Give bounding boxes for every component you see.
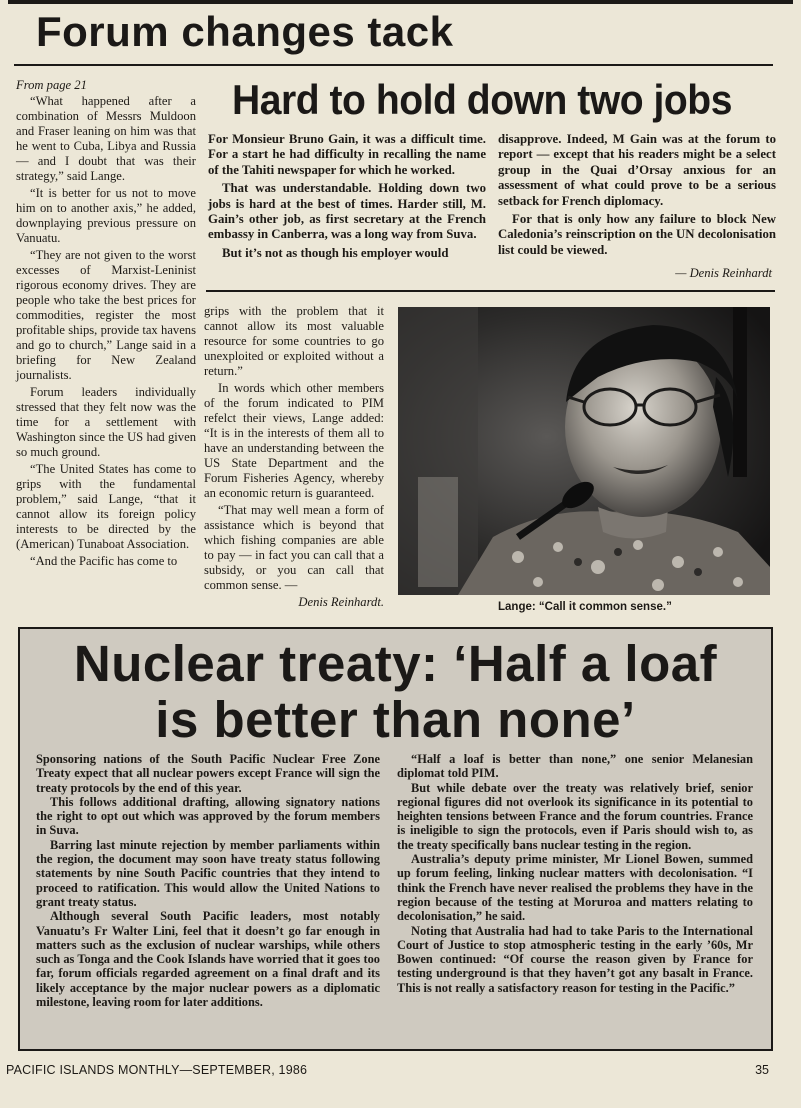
paragraph: In words which other members of the forum indicated to PIM refelct their views, Lange added: “It is in the interests of them all to have an understanding between the US State Department and the Forum Fisheries Agency, whereby an economic return is guaranteed. — [204, 381, 384, 500]
left-column — [16, 78, 196, 571]
paragraph: This follows additional drafting, allowing signatory nations the right to opt out which was approved by the forum members in Suva. — [36, 794, 380, 838]
middle-column — [204, 304, 384, 610]
paragraph: For Monsieur Bruno Gain, it was a difficult time. For a start he had difficulty in recalling the name of the Tahiti newspaper for which he worked. — [208, 132, 486, 177]
paragraph: Although several South Pacific leaders, most notably Vanuatu’s Fr Walter Lini, feel that it doesn’t go far enough in matters such as the exclusion of nuclear warships, while others such as Tonga and the Cook Islands have worried that it goes too far, forum officials regarded agreement on a final draft and its likely acceptance by the major nuclear powers as a diplomatic milestone, leaving room for later additions. — [36, 909, 380, 1010]
nuclear-treaty-box — [18, 627, 773, 1051]
sidebar-headline: Hard to hold down two jobs — [232, 76, 732, 123]
paragraph: disapprove. Indeed, M Gain was at the forum to report — except that his readers might be a select group in the Quai d’Orsay anxious for an assessment of what could prove to be a serious setback for French diplomacy. — [498, 132, 776, 208]
paragraph: “It is better for us not to move him on to another axis,” he added, downplaying previous pressure on Vanuatu. — [16, 186, 196, 245]
paragraph: “They are not given to the worst excesses of Marxist-Leninist rigorous economy drives. They are people who take the best prices for commodities, register the most profitable ships, provide tax havens and go to church,” Lange said in a briefing for New Zealand journalists. — [16, 248, 196, 382]
paragraph: Sponsoring nations of the South Pacific Nuclear Free Zone Treaty expect that all nuclear powers except France will sign the treaty protocols by the end of this year. — [36, 752, 380, 795]
paragraph: Noting that Australia had had to take Paris to the International Court of Justice to stop atmospheric testing in the early ’60s, Mr Bowen continued: “Of course the reason given by France for testing underground is that they haven’t got any basalt in France. This is not really a satisfactory reason for testing in the Pacific.” — [397, 923, 753, 995]
paragraph: Barring last minute rejection by member parliaments within the region, the document may soon have treaty status following statements by nine South Pacific countries that they intend to proceed to ratification. This would allow the United Nations to grant treaty status. — [36, 837, 380, 909]
middle-byline: Denis Reinhardt. — [298, 595, 384, 609]
paragraph: But while debate over the treaty was relatively brief, senior regional figures did not overlook its significance in its potential to heighten tensions between France and the forum countries. France is ineligible to sign the protocols, even if Paris should wish to, as the treaty specifically bans nuclear testing in the region. — [397, 780, 753, 852]
nuclear-headline-line2: is better than none’ — [155, 691, 636, 748]
headline-rule — [14, 64, 773, 66]
lange-photo — [398, 307, 770, 595]
continuation-note: From page 21 — [16, 78, 87, 92]
paragraph: But it’s not as though his employer would — [222, 245, 449, 260]
photo-caption: Lange: “Call it common sense.” — [498, 601, 672, 613]
sidebar-column-1 — [208, 132, 486, 264]
paragraph: “That may well mean a form of assistance which is beyond that which fishing companies are able to pay — in fact you can call that a subsidy, or you can call that common sense. — — [204, 503, 384, 592]
paragraph: “Half a loaf is better than none,” one senior Melanesian diplomat told PIM. — [397, 752, 753, 781]
publication-footer: PACIFIC ISLANDS MONTHLY—SEPTEMBER, 1986 — [6, 1063, 308, 1077]
sidebar-rule — [206, 290, 775, 292]
paragraph: “And the Pacific has come to — [30, 554, 178, 568]
paragraph: “What happened after a combination of Messrs Muldoon and Fraser leaning on him was that he went to Cuba, Libya and Russia — and I doubt that was their strategy,” said Lange. — [16, 94, 196, 183]
nuclear-column-1 — [36, 752, 380, 1009]
sidebar-byline: — Denis Reinhardt — [675, 266, 772, 280]
paragraph: For that is only how any failure to block New Caledonia’s reinscription on the UN decolonisation list could be viewed. — [498, 212, 776, 257]
sidebar-column-2 — [498, 132, 776, 261]
paragraph: grips with the problem that it cannot allow its most valuable resource for some countries to go unexploited or exploited without a return.” — [204, 304, 384, 378]
paragraph: Forum leaders individually stressed that they felt now was the time for a settlement with Washington since the US had given so much ground. — [16, 385, 196, 459]
photo-illustration — [398, 307, 770, 595]
nuclear-column-2 — [397, 752, 753, 995]
main-headline: Forum changes tack — [36, 8, 454, 55]
top-rule — [8, 0, 793, 4]
nuclear-headline-line1: Nuclear treaty: ‘Half a loaf — [73, 635, 718, 692]
paragraph: “The United States has come to grips with the fundamental problem,” said Lange, “that it cannot allow its foreign policy interests to be directed by the (American) Tunaboat Association. — [16, 462, 196, 551]
page-number: 35 — [755, 1063, 769, 1077]
nuclear-headline — [20, 636, 771, 748]
paragraph: Australia’s deputy prime minister, Mr Lionel Bowen, summed up forum feeling, linking nuclear matters with decolonisation. “I think the French have never realised the problems they have in the region because of the testing at Moruroa and matters relating to decolonisation,” he said. — [397, 852, 753, 924]
paragraph: That was understandable. Holding down two jobs is hard at the best of times. Harder still, M. Gain’s other job, as first secretary at the French embassy in Canberra, was a long way from Suva. — [208, 181, 486, 242]
